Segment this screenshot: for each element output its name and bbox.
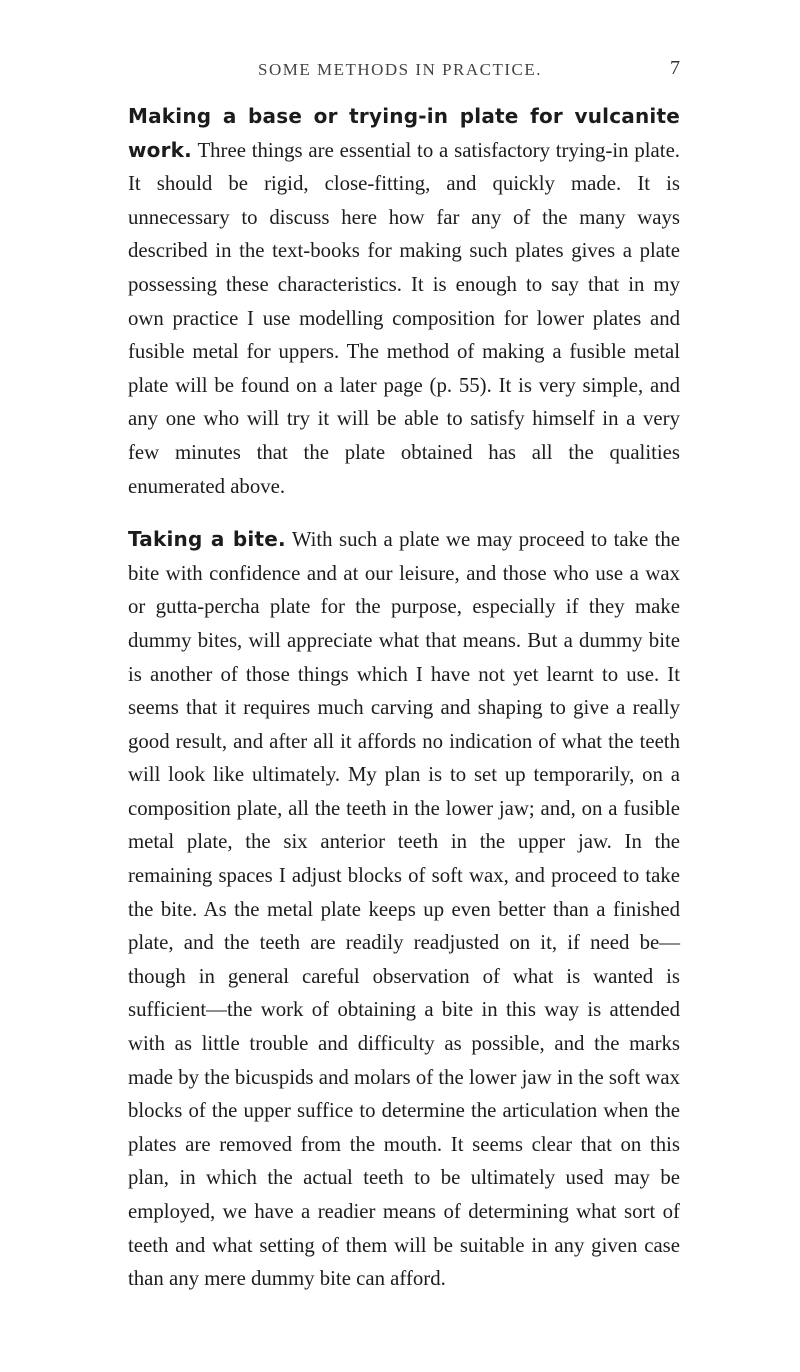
section-heading: Making a base or trying-in plate for vulcanite work. (128, 104, 680, 162)
paragraph-taking-bite (128, 523, 680, 1296)
page-body (128, 100, 680, 1316)
section-heading: Taking a bite. (128, 527, 286, 552)
paragraph-vulcanite-plate (128, 100, 680, 503)
paragraph-text: With such a plate we may proceed to take the bite with confidence and at our leisure, and those who use a wax or gutta-percha plate for the purpose, especially if they make dummy bites, will appreciate what that means. But a dummy bite is another of those things which I have not yet learnt to use. It seems that it requires much carving and shaping to give a really good result, and after all it affords no indication of what the teeth will look like ultimately. My plan is to set up temporarily, on a composition plate, all the teeth in the lower jaw; and, on a fusible metal plate, the six anterior teeth in the upper jaw. In the remaining spaces I adjust blocks of soft wax, and proceed to take the bite. As the metal plate keeps up even better than a finished plate, and the teeth are readily readjusted on it, if need be—though in general careful observation of what is wanted is sufficient—the work of obtaining a bite in this way is attended with as little trouble and difficulty as possible, and the marks made by the bicuspids and molars of the lower jaw in the soft wax blocks of the upper suffice to determine the articulation when the plates are removed from the mouth. It seems clear that on this plan, in which the actual teeth to be ultimately used may be employed, we have a readier means of determining what sort of teeth and what setting of them will be suitable in any given case than any mere dummy bite can afford. (128, 528, 681, 1291)
page-number: 7 (670, 57, 680, 79)
paragraph-text: Three things are essential to a satisfactory trying-in plate. It should be rigid, close-fitting, and quickly made. It is unnecessary to discuss here how far any of the many ways described in the text-books for making such plates gives a plate possessing these characteristics. It is enough to say that in my own practice I use modelling composition for lower plates and fusible metal for uppers. The method of making a fusible metal plate will be found on a later page (p. 55). It is very simple, and any one who will try it will be able to satisfy himself in a very few minutes that the plate obtained has all the qualities enumerated above. (128, 138, 680, 498)
running-header: SOME METHODS IN PRACTICE. (257, 60, 543, 79)
